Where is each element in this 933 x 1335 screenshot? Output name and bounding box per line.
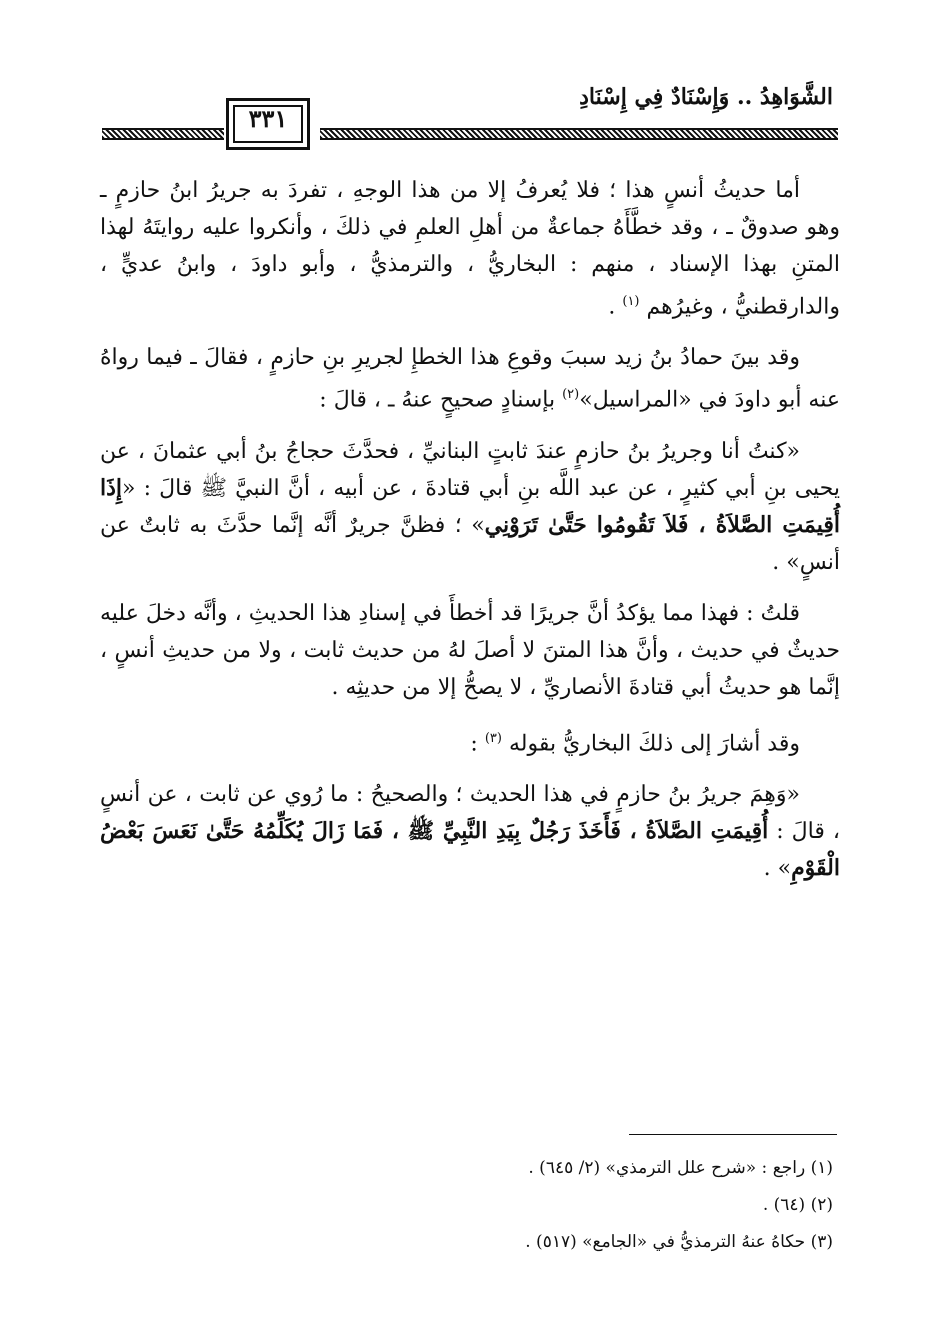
paragraph-5-text-b: :	[470, 730, 485, 756]
paragraph-1	[100, 172, 840, 325]
paragraph-6-text-b: » .	[763, 855, 792, 881]
paragraph-1-end: .	[608, 294, 616, 320]
main-text	[100, 172, 840, 901]
paragraph-2	[100, 339, 840, 418]
page-number: ٣٣١	[248, 104, 288, 133]
paragraph-1-text: أما حديثُ أنسٍ هذا ؛ فلا يُعرفُ إلا من هذا الوجهِ ، تفردَ به جريرُ ابنُ حازمٍ ـ وهو صدوقٌ ـ ، وقد خطَّأَهُ جماعةٌ من أهلِ العلمِ في ذلكَ ، وأنكروا عليه روايتَهُ لهذا المتنِ بهذا الإسناد ، منهم : البخاريُّ ، والترمذيُّ ، وأبو داودَ ، وابنُ عديٍّ ، والدارقطنيُّ ، وغيرُهم	[100, 178, 840, 320]
header-rule-right	[320, 128, 838, 140]
paragraph-4-text: قلتُ : فهذا مما يؤكدُ أنَّ جريرًا قد أخطأَ في إسنادِ هذا الحديثِ ، وأنَّه دخلَ عليه حديثٌ في حديث ، وأنَّ هذا المتنَ لا أصلَ لهُ من حديث ثابت ، ولا من حديثِ أنسٍ ، إنَّما هو حديثُ أبي قتادةَ الأنصاريِّ ، لا يصحُّ إلا من حديثِه .	[100, 600, 840, 700]
paragraph-5-text-a: وقد أشارَ إلى ذلكَ البخاريُّ بقوله	[508, 730, 800, 756]
paragraph-3-text-a: «كنتُ أنا وجريرُ بنُ حازمٍ عندَ ثابتٍ البنانيِّ ، فحدَّثَ حجاجُ بنُ أبي عثمانَ ، عن يحيى بنِ أبي كثيرٍ ، عن عبد اللَّه بنِ أبي قتادةَ ، عن أبيه ، أنَّ النبيَّ ﷺ قالَ : «	[100, 438, 840, 501]
paragraph-5	[100, 720, 840, 762]
paragraph-2-text-a: وقد بينَ حمادُ بنُ زيد سببَ وقوعِ هذا الخطإِ لجريرِ بنِ حازمٍ ، فقالَ ـ فيما رواهُ عنه أبو داودَ في «المراسيل»	[100, 345, 840, 413]
running-title: الشَّوَاهِدُ .. وَإِسْنَادٌ فِي إِسْنَادِ	[579, 84, 833, 110]
paragraph-4	[100, 595, 840, 706]
paragraph-6-text-a: «وَهِمَ جريرُ بنُ حازمٍ في هذا الحديث ؛ والصحيحُ : ما رُوي عن ثابت ، عن أنسٍ ، قالَ :	[100, 781, 840, 844]
footnote-separator	[629, 1134, 837, 1135]
footnote-ref-3: (٣)	[484, 730, 502, 746]
footnote-3: (٣) حكاهُ عنهُ الترمذيُّ في «الجامع» (٥١٧) .	[525, 1232, 833, 1252]
paragraph-3	[100, 433, 840, 581]
paragraph-6	[100, 776, 840, 887]
header-rule-left	[102, 128, 224, 140]
footnote-ref-2: (٢)	[562, 387, 580, 403]
footnotes	[93, 1150, 833, 1261]
paragraph-3-text-b: » ؛ فظنَّ جريرٌ أنَّه إنَّما حدَّثَ به ثابتٌ عن أنسٍ» .	[100, 512, 840, 575]
hadith-text-2: أُقِيمَتِ الصَّلاَةُ ، فَأَخَذَ رَجُلٌ بِيَدِ النَّبِيِّ ﷺ ، فَمَا زَالَ يُكَلِّمُهُ حَتَّىٰ نَعَسَ بَعْضُ الْقَوْمِ	[100, 817, 840, 881]
paragraph-2-text-b: بإسنادٍ صحيحٍ عنهُ ـ ، قالَ :	[319, 387, 563, 413]
footnote-1: (١) راجع : «شرح علل الترمذي» (٢/ ٦٤٥) .	[528, 1158, 833, 1178]
footnote-ref-1: (١)	[622, 294, 640, 309]
hadith-text-1: إِذَا أُقِيمَتِ الصَّلاَةُ ، فَلاَ تَقُومُوا حَتَّىٰ تَرَوْنِي	[100, 474, 840, 538]
footnote-2: (٢) (٦٤) .	[762, 1195, 833, 1215]
